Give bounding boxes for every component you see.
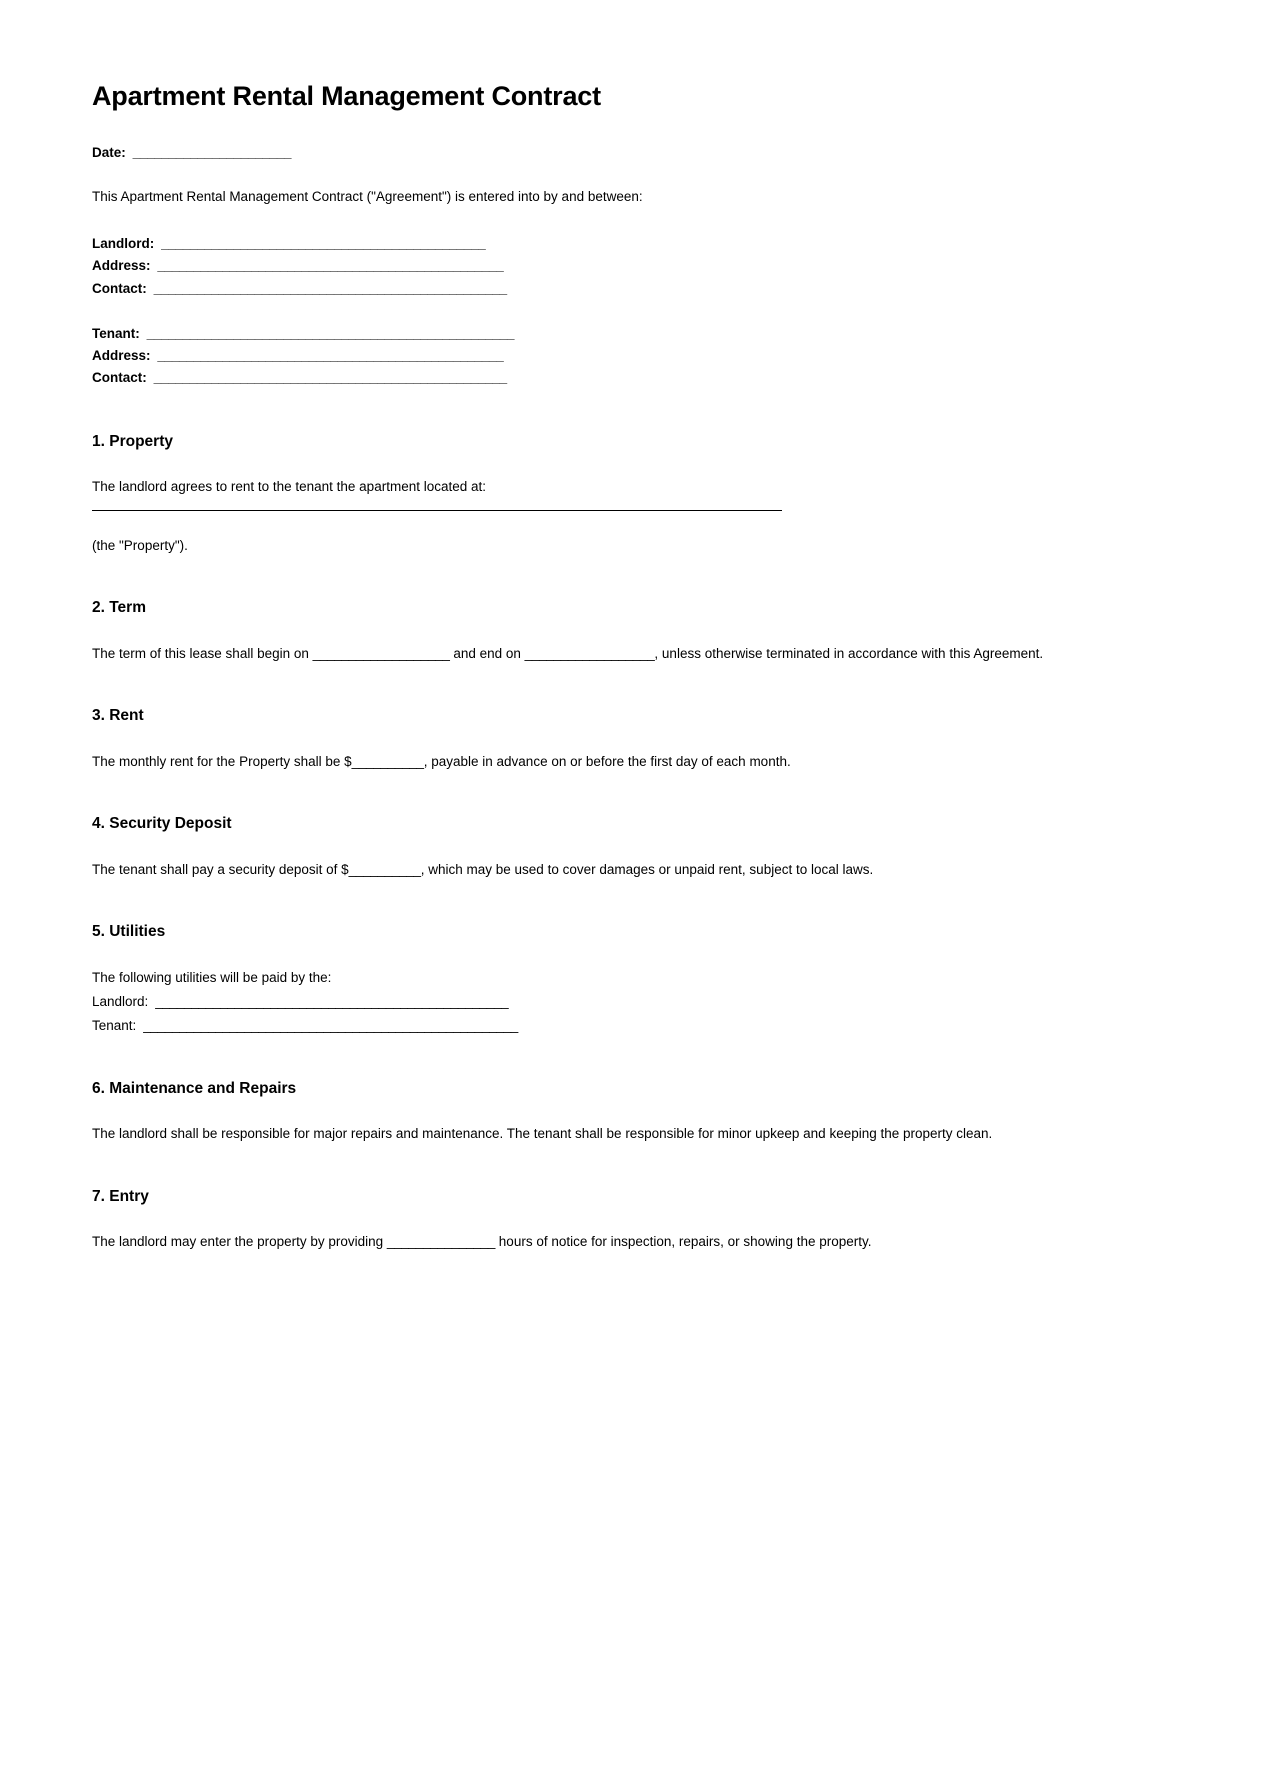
date-field-line [92, 145, 1170, 160]
section-maintenance-and-repairs [92, 1079, 1170, 1145]
section-heading-security-deposit: 4. Security Deposit [92, 815, 232, 833]
tenant-contact-label: Contact: [92, 370, 147, 386]
term-start-date-blank[interactable]: ___________________ [312, 645, 450, 661]
tenant-name-blank[interactable]: ___________________________________________________ [139, 325, 515, 341]
landlord-contact-blank[interactable]: _________________________________________________ [146, 280, 507, 296]
section-rent [92, 706, 1170, 772]
section-heading-rent: 3. Rent [92, 707, 144, 725]
landlord-label: Landlord: [92, 235, 155, 251]
deposit-text-before: The tenant shall pay a security deposit of $ [92, 861, 349, 877]
utilities-tenant-line [92, 1014, 1170, 1037]
date-fill-blank[interactable]: ______________________ [125, 145, 292, 161]
utilities-tenant-blank[interactable]: ____________________________________________________ [136, 1017, 519, 1033]
landlord-address-blank[interactable]: ________________________________________________ [150, 258, 504, 274]
utilities-landlord-blank[interactable]: _________________________________________________ [148, 994, 509, 1010]
tenant-party-block [92, 323, 1170, 390]
intro-paragraph: This Apartment Rental Management Contract ("Agreement") is entered into by and between: [92, 189, 643, 205]
term-text-middle: and end on [449, 645, 525, 661]
term-end-date-blank[interactable]: __________________ [524, 645, 655, 661]
entry-notice-hours-blank[interactable]: _______________ [386, 1234, 496, 1250]
utilities-landlord-label: Landlord: [92, 994, 149, 1010]
tenant-label: Tenant: [92, 325, 140, 341]
maintenance-paragraph: The landlord shall be responsible for major repairs and maintenance. The tenant shall be responsible for minor upkeep and keeping the property clean. [92, 1126, 993, 1142]
section-term [92, 598, 1170, 664]
tenant-address-line [92, 345, 1170, 367]
section-property [92, 432, 1170, 557]
rent-amount-blank[interactable]: __________ [351, 753, 424, 769]
property-closing-text: (the "Property"). [92, 537, 188, 553]
deposit-amount-blank[interactable]: __________ [348, 861, 421, 877]
section-heading-entry: 7. Entry [92, 1187, 149, 1205]
property-address-blank[interactable] [92, 510, 782, 511]
landlord-name-line [92, 233, 1170, 255]
section-heading-property: 1. Property [92, 432, 173, 450]
date-label: Date: [92, 145, 126, 161]
landlord-address-line [92, 255, 1170, 277]
section-heading-maintenance: 6. Maintenance and Repairs [92, 1079, 297, 1097]
utilities-fill-list [92, 990, 1170, 1036]
landlord-address-label: Address: [92, 258, 151, 274]
landlord-contact-line [92, 278, 1170, 300]
rent-paragraph [92, 751, 1170, 773]
deposit-text-after: , which may be used to cover damages or unpaid rent, subject to local laws. [420, 861, 874, 877]
tenant-address-label: Address: [92, 348, 151, 364]
term-paragraph [92, 643, 1170, 665]
landlord-contact-label: Contact: [92, 280, 147, 296]
landlord-party-block [92, 233, 1170, 300]
section-heading-utilities: 5. Utilities [92, 923, 166, 941]
term-text-before: The term of this lease shall begin on [92, 645, 313, 661]
rent-text-after: , payable in advance on or before the first day of each month. [423, 753, 791, 769]
utilities-tenant-label: Tenant: [92, 1017, 137, 1033]
property-intro-text: The landlord agrees to rent to the tenant the apartment located at: [92, 478, 487, 494]
landlord-name-blank[interactable]: _____________________________________________ [154, 235, 486, 251]
section-security-deposit [92, 814, 1170, 880]
tenant-contact-line [92, 367, 1170, 389]
section-heading-term: 2. Term [92, 599, 146, 617]
tenant-contact-blank[interactable]: _________________________________________________ [146, 370, 507, 386]
page-title: Apartment Rental Management Contract [92, 81, 601, 111]
section-utilities [92, 922, 1170, 1036]
tenant-address-blank[interactable]: ________________________________________________ [150, 348, 504, 364]
rent-text-before: The monthly rent for the Property shall be $ [92, 753, 352, 769]
term-text-after: , unless otherwise terminated in accordance with this Agreement. [654, 645, 1044, 661]
utilities-landlord-line [92, 990, 1170, 1013]
utilities-intro-text: The following utilities will be paid by the: [92, 969, 332, 985]
security-deposit-paragraph [92, 859, 1170, 881]
entry-text-before: The landlord may enter the property by providing [92, 1234, 387, 1250]
tenant-name-line [92, 323, 1170, 345]
entry-paragraph [92, 1231, 1170, 1253]
entry-text-after: hours of notice for inspection, repairs, or showing the property. [495, 1234, 872, 1250]
section-entry [92, 1187, 1170, 1253]
